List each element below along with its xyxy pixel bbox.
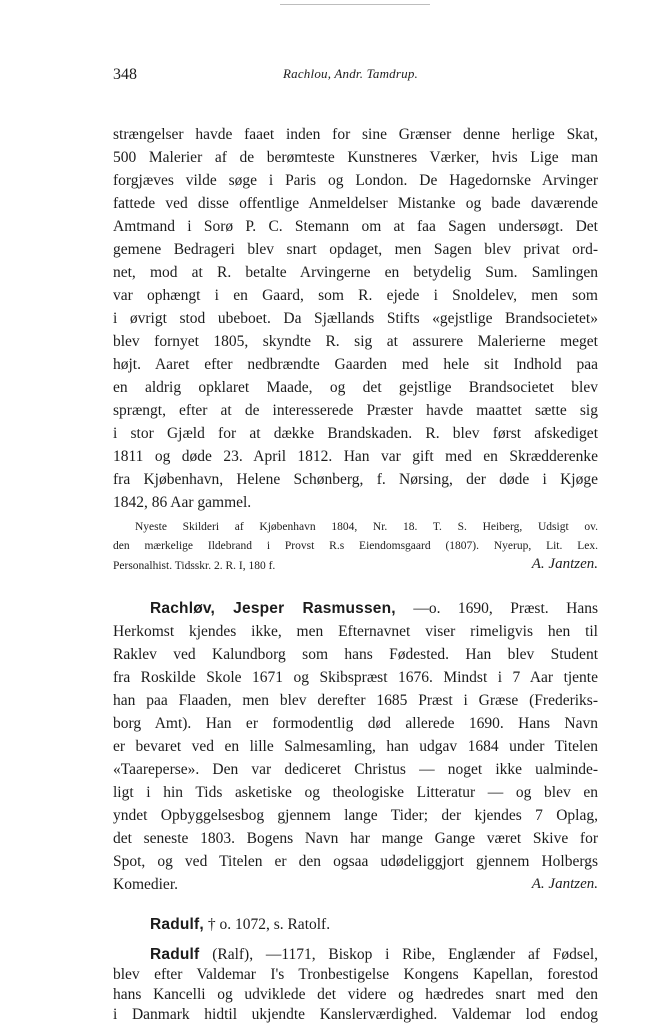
body-line: net, mod at R. betalte Arvingerne en betydelig Sum. Samlingen (113, 264, 598, 281)
top-rule (280, 4, 430, 5)
body-line: blev efter Valdemar I's Tronbestigelse Kongens Kapellan, forestod (113, 966, 598, 983)
body-line: forgjæves vilde søge i Paris og London. De Hagedornske Arvinger (113, 172, 598, 189)
running-head: Rachlou, Andr. Tamdrup. (283, 66, 418, 81)
body-line: Spot, og ved Titelen er den ogsaa udødeliggjort gjennem Holbergs (113, 853, 598, 870)
entry-radulf-crossref (150, 916, 598, 934)
body-line: højt. Aaret efter nedbrændte Gaarden med hele sit Indhold paa (113, 356, 598, 373)
crossref-text: † o. 1072, s. Ratolf. (207, 916, 331, 933)
body-line: «Taareperse». Den var dediceret Christus — noget ikke ualminde- (113, 761, 598, 778)
body-line: i Danmark hidtil ukjendte Kanslerværdighed. Valdemar lod endog (113, 1006, 598, 1023)
reference-line: den mærkelige Ildebrand i Provst R.s Eiendomsgaard (1807). Nyerup, Lit. Lex. (113, 540, 598, 552)
entry-first-line (150, 600, 598, 618)
body-line: Komedier. (113, 876, 178, 893)
body-line: gemene Bedrageri blev snart opdaget, men Sagen blev privat ord- (113, 241, 598, 258)
body-line: en aldrig opklaret Maade, og det gejstlige Brandsocietet blev (113, 379, 598, 396)
entry-name: Rachløv, Jesper Rasmussen, (150, 600, 396, 617)
reference-line: Personalhist. Tidsskr. 2. R. I, 180 f. (113, 560, 276, 572)
body-line: hans Kancelli og udviklede det videre og hædredes snart med den (113, 986, 598, 1003)
page-number: 348 (113, 66, 137, 83)
reference-line: Nyeste Skilderi af Kjøbenhavn 1804, Nr. 18. T. S. Heiberg, Udsigt ov. (135, 521, 598, 533)
body-line: ligt i hin Tids asketiske og theologiske Litteratur — og blev en (113, 784, 598, 801)
body-line: yndet Opbyggelsesbog gjennem lange Tider; der kjendes 7 Oplag, (113, 807, 598, 824)
body-line: 500 Malerier af de berømteste Kunstneres Værker, hvis Lige man (113, 149, 598, 166)
body-line: fattede ved disse offentlige Anmeldelser Mistanke og bade daværende (113, 195, 598, 212)
body-line: det seneste 1803. Bogens Navn har mange Gange været Skive for (113, 830, 598, 847)
body-line: sprængt, efter at de interesserede Præster havde maattet sætte sig (113, 402, 598, 419)
author-signature: A. Jantzen. (531, 876, 598, 892)
body-line: han paa Flaaden, men blev derefter 1685 Præst i Græse (Frederiks- (113, 692, 598, 709)
page-header (113, 66, 598, 86)
body-line: Raklev ved Kalundborg som hans Fødested. Han blev Student (113, 646, 598, 663)
body-line: er bevaret ved en lille Salmesamling, han udgav 1684 under Titelen (113, 738, 598, 755)
entry-name: Radulf, (150, 916, 204, 933)
body-line: borg Amt). Han er formodentlig død allerede 1690. Hans Navn (113, 715, 598, 732)
body-line: Amtmand i Sorø P. C. Stemann om at faa Sagen undersøgt. Det (113, 218, 598, 235)
author-signature: A. Jantzen. (531, 556, 598, 572)
body-line: var ophængt i en Gaard, som R. ejede i Snoldelev, men som (113, 287, 598, 304)
entry-name: Radulf (150, 946, 200, 963)
body-line: blev fornyet 1805, skyndte R. sig at assurere Malerierne meget (113, 333, 598, 350)
entry-first-line-text: —o. 1690, Præst. Hans (413, 600, 598, 617)
entry-first-line-text: (Ralf), —1171, Biskop i Ribe, Englænder af Fødsel, (212, 946, 598, 963)
body-line: fra Roskilde Skole 1671 og Skibspræst 1676. Mindst i 7 Aar tjente (113, 669, 598, 686)
entry-first-line (150, 946, 598, 964)
body-line: i øvrigt stod ubeboet. Da Sjællands Stifts «gejstlige Brandsocietet» (113, 310, 598, 327)
body-line: i stor Gjæld for at dække Brandskaden. R. blev først afskediget (113, 425, 598, 442)
body-line: 1842, 86 Aar gammel. (113, 494, 252, 511)
body-line: strængelser havde faaet inden for sine Grænser denne herlige Skat, (113, 126, 598, 143)
body-line: 1811 og døde 23. April 1812. Han var gift med en Skrædderenke (113, 448, 598, 465)
body-line: fra Kjøbenhavn, Helene Schønberg, f. Nørsing, der døde i Kjøge (113, 471, 598, 488)
body-line: Herkomst kjendes ikke, men Efternavnet viser rimeligvis hen til (113, 623, 598, 640)
